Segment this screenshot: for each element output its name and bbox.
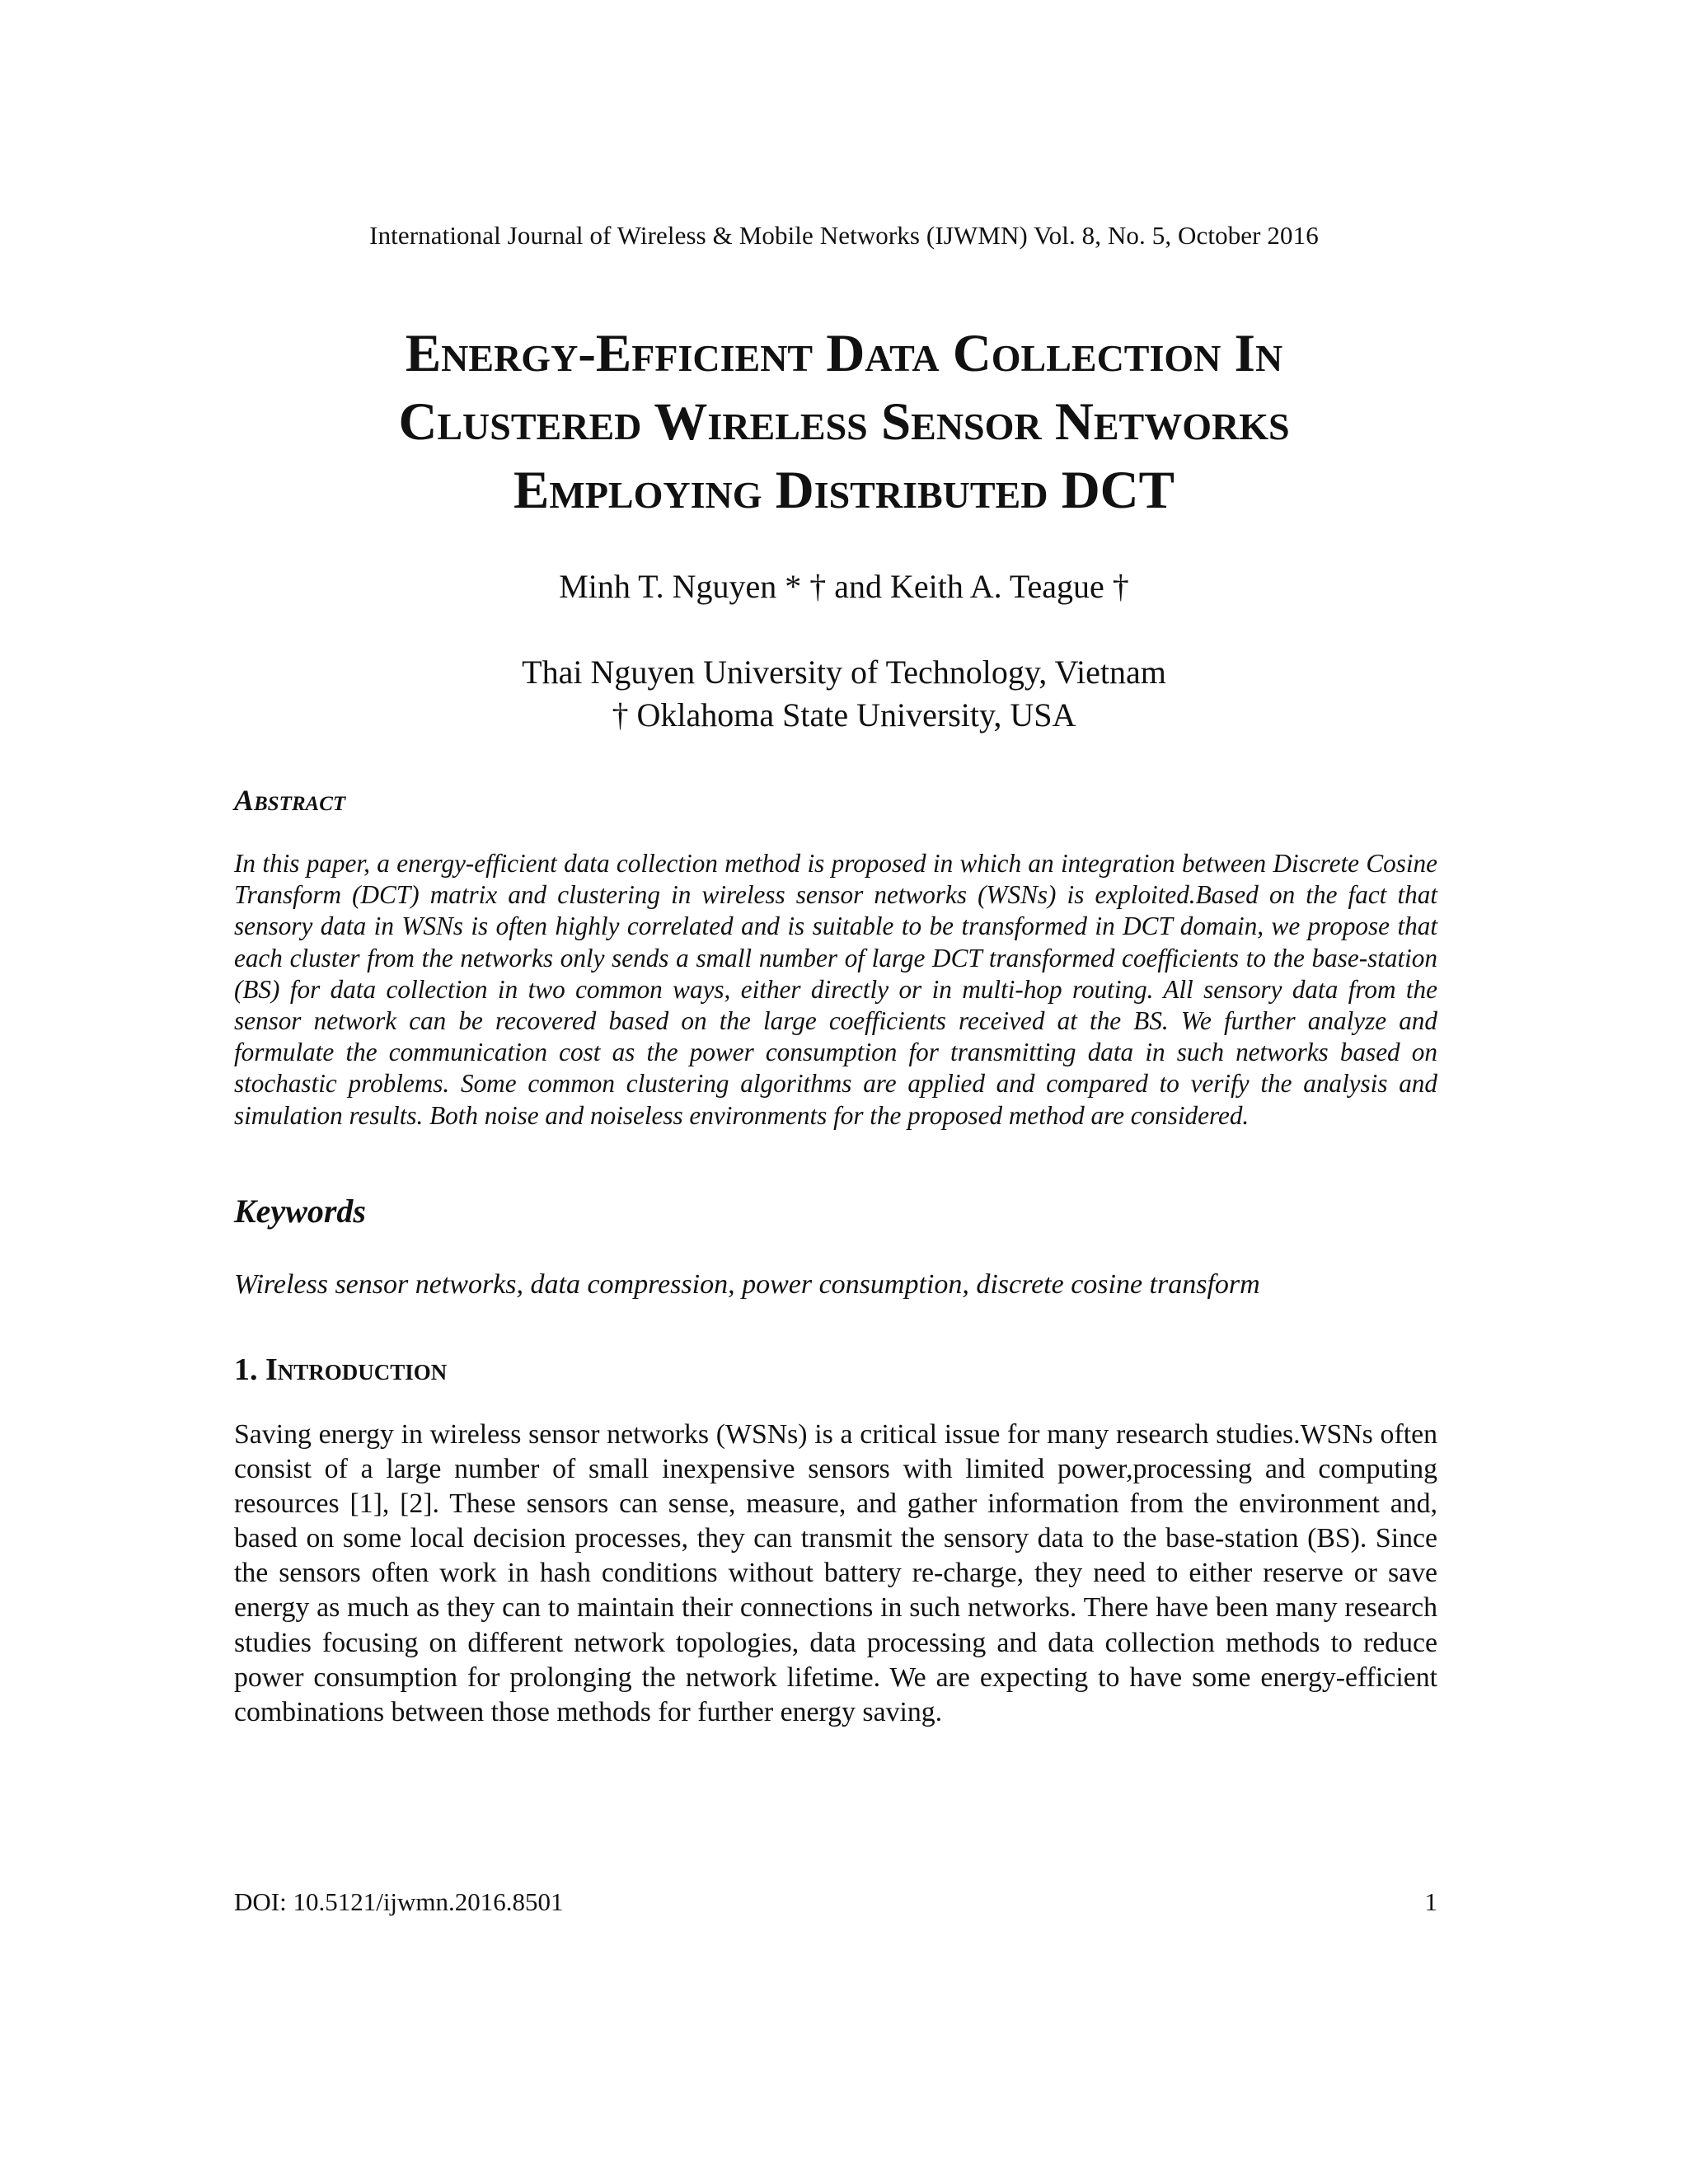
running-header: International Journal of Wireless & Mobile Networks (IJWMN) Vol. 8, No. 5, October 2016 bbox=[369, 221, 1319, 250]
keywords-text: Wireless sensor networks, data compression, power consumption, discrete cosine transform bbox=[234, 1269, 1260, 1300]
page-number: 1 bbox=[1424, 1887, 1437, 1916]
abstract-text: In this paper, a energy-efficient data collection method is proposed in which an integration between Discrete Cosine Transform (DCT) matrix and clustering in wireless sensor networks (WSNs) is exploited.Based on the fact that sensory data in WSNs is often highly correlated and is suitable to be transformed in DCT domain, we propose that each cluster from the networks only sends a small number of large DCT transformed coefficients to the base-station (BS) for data collection in two common ways, either directly or in multi-hop routing. All sensory data from the sensor network can be recovered based on the large coefficients received at the BS. We further analyze and formulate the communication cost as the power consumption for transmitting data in such networks based on stochastic problems. Some common clustering algorithms are applied and compared to verify the analysis and simulation results. Both noise and noiseless environments for the proposed method are considered. bbox=[234, 849, 1437, 1130]
abstract-heading: Abstract bbox=[234, 784, 346, 817]
keywords-heading: Keywords bbox=[234, 1193, 366, 1230]
doi-footer: DOI: 10.5121/ijwmn.2016.8501 bbox=[234, 1887, 564, 1916]
affiliation-list bbox=[0, 651, 1688, 737]
affiliation-1: Thai Nguyen University of Technology, Vietnam bbox=[522, 654, 1166, 691]
affiliation-2: † Oklahoma State University, USA bbox=[612, 696, 1076, 733]
author-list: Minh T. Nguyen * † and Keith A. Teague † bbox=[559, 568, 1129, 605]
introduction-paragraph: Saving energy in wireless sensor networks (WSNs) is a critical issue for many research studies.WSNs often consist of a large number of small inexpensive sensors with limited power,processing and computing resources [1], [2]. These sensors can sense, measure, and gather information from the environment and, based on some local decision processes, they can transmit the sensory data to the base-station (BS). Since the sensors often work in hash conditions without battery re-charge, they need to either reserve or save energy as much as they can to maintain their connections in such networks. There have been many research studies focusing on different network topologies, data processing and data collection methods to reduce power consumption for prolonging the network lifetime. We are expecting to have some energy-efficient combinations between those methods for further energy saving. bbox=[234, 1419, 1437, 1727]
introduction-heading: 1. Introduction bbox=[234, 1352, 448, 1387]
paper-title bbox=[231, 320, 1457, 525]
paper-title-line-2: Clustered Wireless Sensor Networks bbox=[398, 392, 1290, 452]
paper-title-line-3: Employing Distributed DCT bbox=[513, 461, 1175, 520]
paper-title-line-1: Energy-Efficient Data Collection In bbox=[405, 324, 1283, 383]
